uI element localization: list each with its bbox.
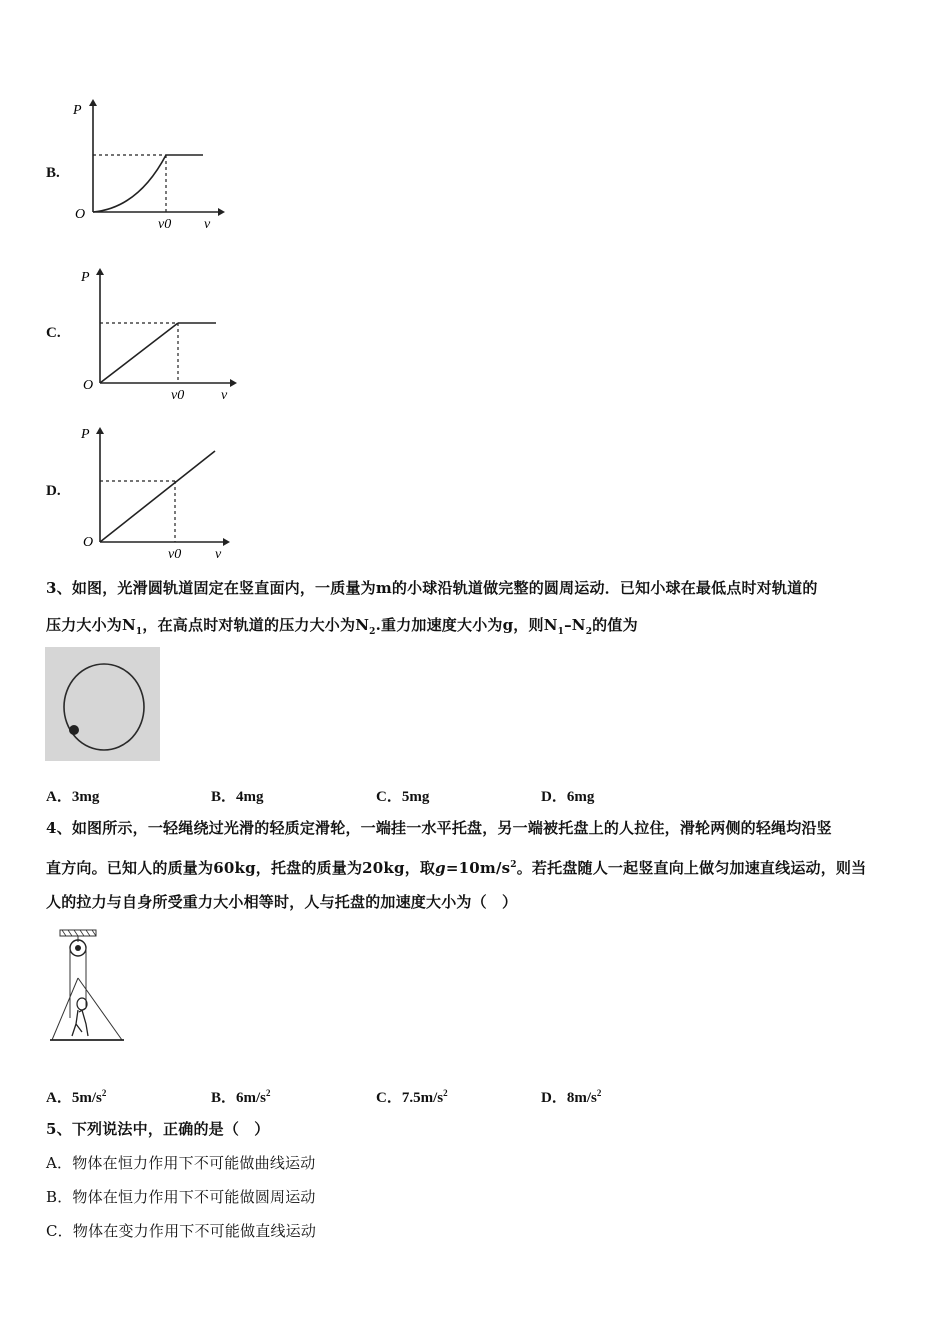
graph-d [75, 424, 240, 564]
y-axis-label: P [73, 103, 82, 118]
question-4-line-1: 4、如图所示，一轻绳绕过光滑的轻质定滑轮，一端挂一水平托盘，另一端被托盘上的人拉住，滑轮两侧的轻绳均沿竖 [46, 819, 832, 837]
graph-b [68, 98, 228, 233]
q5-option-a: A．物体在恒力作用下不可能做曲线运动 [46, 1154, 316, 1172]
q4-choice-d: D．$8m/s^2$ [541, 1088, 602, 1106]
origin-label: O [83, 378, 94, 393]
question-4-line-2: 直方向。已知人的质量为60kg，托盘的质量为20kg，取$g=10m/s^2$。若托盘随人一起竖直向上做匀加速直线运动，则当 [46, 859, 867, 877]
y-axis-label: P [81, 427, 90, 442]
ball-icon [69, 725, 79, 735]
origin-label: O [75, 207, 86, 222]
option-c-label: C. [46, 325, 61, 341]
q5-option-c: C．物体在变力作用下不可能做直线运动 [46, 1222, 317, 1240]
origin-label: O [83, 535, 94, 550]
q3-choice-d: D．6mg [541, 789, 595, 805]
x-axis-label: v [221, 388, 228, 403]
question-3-line-1: 3、如图，光滑圆轨道固定在竖直面内，一质量为m的小球沿轨道做完整的圆周运动．已知小球在最低点时对轨道的 [46, 579, 818, 597]
pulley-figure [48, 928, 128, 1050]
question-3-line-2: 压力大小为$N_1$，在高点时对轨道的压力大小为$N_2$.重力加速度大小为g，则$N_1-N_2$的值为 [46, 616, 638, 637]
q5-option-b: B．物体在恒力作用下不可能做圆周运动 [46, 1188, 316, 1206]
q3-choice-c: C．5mg [376, 789, 430, 805]
y-axis-label: P [81, 270, 90, 285]
question-4-line-3: 人的拉力与自身所受重力大小相等时，人与托盘的加速度大小为（ ） [46, 893, 518, 911]
v0-tick-label: v0 [168, 547, 182, 562]
v0-tick-label: v0 [171, 388, 185, 403]
q4-choice-c: C．$7.5m/s^2$ [376, 1088, 448, 1106]
q3-choice-b: B．4mg [211, 789, 264, 805]
circular-track-figure [45, 647, 160, 761]
v0-tick-label: v0 [158, 217, 172, 232]
q4-choice-a: A．$5m/s^2$ [46, 1088, 107, 1106]
option-b-label: B. [46, 165, 60, 181]
graph-c [75, 265, 240, 405]
q3-choice-a: A．3mg [46, 789, 100, 805]
x-axis-label: v [215, 547, 222, 562]
q4-choice-b: B．$6m/s^2$ [211, 1088, 271, 1106]
question-5-stem: 5、下列说法中，正确的是（ ） [46, 1120, 270, 1138]
option-d-label: D. [46, 483, 61, 499]
x-axis-label: v [204, 217, 211, 232]
